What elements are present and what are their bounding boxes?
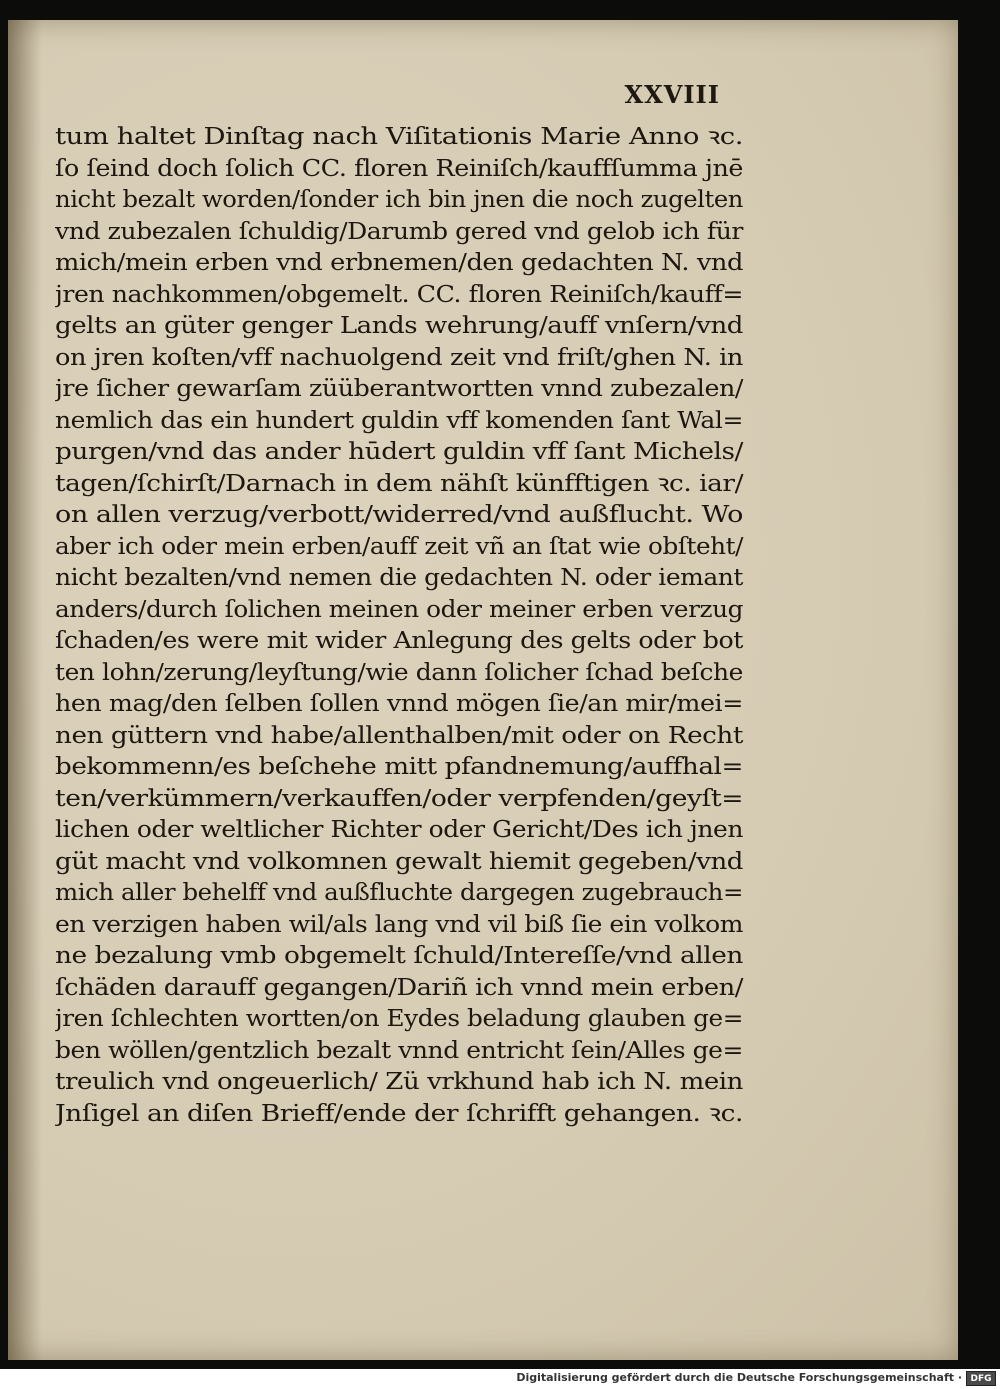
text-line: treulich vnd ongeuerlich/ Zü vrkhund hab ich N. mein	[55, 1067, 744, 1095]
text-line: lichen oder weltlicher Richter oder Gericht/Des ich jnen	[55, 815, 743, 843]
text-line: nen güttern vnd habe/allenthalben/mit oder on Recht	[55, 720, 743, 749]
text-line: ſchaden/es were mit wider Anlegung des gelts oder bot	[55, 626, 743, 654]
text-line: jren ſchlechten wortten/on Eydes beladung glauben ge=	[55, 1004, 743, 1032]
text-line: en verzigen haben wil/als lang vnd vil biß ſie ein volkom	[55, 909, 743, 938]
text-line: anders/durch ſolichen meinen oder meiner erben verzug	[55, 594, 743, 623]
text-line: jren nachkommen/obgemelt. CC. floren Reiniſch/kauff=	[55, 279, 744, 308]
text-line: ſo ſeind doch ſolich CC. floren Reiniſch/kauffſumma jnē	[55, 153, 743, 182]
footer-bar	[0, 1369, 1000, 1389]
book-page	[8, 20, 958, 1360]
text-line: vnd zubezalen ſchuldig/Darumb gered vnd gelob ich für	[55, 216, 743, 245]
text-block	[55, 121, 755, 1129]
text-line: nicht bezalt worden/ſonder ich bin jnen die noch zugelten	[55, 185, 743, 213]
text-line: on jren koſten/vff nachuolgend zeit vnd friſt/ghen N. in	[55, 342, 743, 371]
text-line: Jnſigel an diſen Brieff/ende der ſchrifft gehangen. ꝛc.	[55, 1098, 743, 1127]
text-line: tagen/ſchirſt/Darnach in dem nähſt künfftigen ꝛc. iar/	[55, 468, 743, 497]
text-line: ben wöllen/gentzlich bezalt vnnd entricht ſein/Alles ge=	[55, 1035, 743, 1064]
text-line: hen mag/den ſelben ſollen vnnd mögen ſie/an mir/mei=	[55, 689, 743, 717]
text-line: nicht bezalten/vnd nemen die gedachten N. oder iemant	[55, 563, 743, 591]
text-line: güt macht vnd volkomnen gewalt hiemit gegeben/vnd	[55, 846, 743, 875]
text-line: nemlich das ein hundert guldin vff komenden ſant Wal=	[55, 405, 744, 434]
text-line: bekommenn/es beſchehe mitt pfandnemung/auffhal=	[55, 752, 743, 780]
text-line: jre ſicher gewarſam züüberantwortten vnnd zubezalen/	[55, 374, 743, 402]
funding-note: Digitalisierung gefördert durch die Deutsche Forschungsgemeinschaft ·	[516, 1371, 962, 1384]
text-line: ne bezalung vmb obgemelt ſchuld/Intereſſe/vnd allen	[55, 941, 743, 969]
text-line: ten lohn/zerung/leyſtung/wie dann ſolicher ſchad beſche	[55, 657, 743, 686]
text-line: gelts an güter genger Lands wehrung/auff vnſern/vnd	[55, 311, 744, 339]
text-line: aber ich oder mein erben/auff zeit vñ an ſtat wie obſteht/	[55, 531, 743, 560]
text-line: mich/mein erben vnd erbnemen/den gedachten N. vnd	[55, 248, 744, 276]
text-line: mich aller behelff vnd außfluchte dargegen zugebrauch=	[55, 878, 744, 906]
text-line: ſchäden darauff gegangen/Dariñ ich vnnd mein erben/	[55, 972, 743, 1001]
text-line: purgen/vnd das ander hūdert guldin vff ſant Michels/	[55, 437, 743, 465]
text-line: tum haltet Dinſtag nach Viſitationis Marie Anno ꝛc.	[55, 122, 743, 150]
text-line: on allen verzug/verbott/widerred/vnd außflucht. Wo	[55, 500, 743, 528]
folio-number: XXVIII	[624, 80, 720, 109]
dfg-logo-icon: DFG	[966, 1371, 996, 1386]
text-line: ten/verkümmern/verkauffen/oder verpfenden/geyſt=	[55, 783, 744, 812]
